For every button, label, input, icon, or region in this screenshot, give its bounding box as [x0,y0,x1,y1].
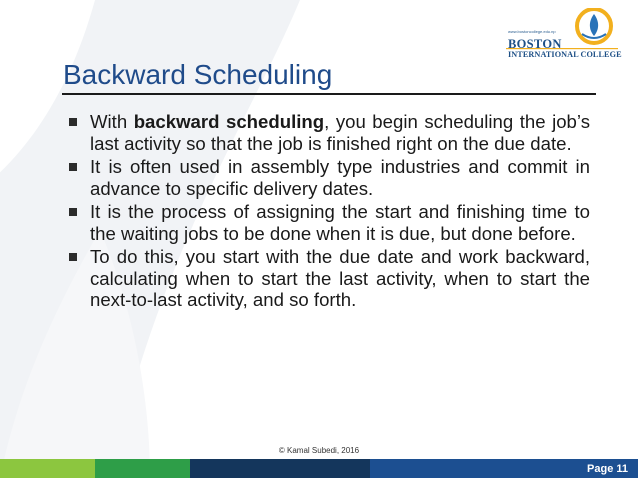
bullet-text: It is often used in assembly type industries and commit in advance to specific delivery dates. [90,156,590,199]
footer-bar-navy [190,459,370,478]
bullet-text: With [90,111,134,132]
page-number: Page 11 [587,463,628,475]
square-bullet-icon [69,118,77,126]
logo-name-line2: INTERNATIONAL COLLEGE [508,50,622,60]
footer-bar-light-green [0,459,95,478]
footer-color-bar [0,459,638,478]
title-underline [62,93,596,95]
square-bullet-icon [69,163,77,171]
square-bullet-icon [69,208,77,216]
bullet-item [62,156,590,199]
bullet-item [62,246,590,311]
bullet-item [62,201,590,244]
logo-website: www.bostoncollege.edu.np [508,29,556,34]
footer-bar-green [95,459,190,478]
bullet-text-continued: , you begin scheduling the job’s last activity so that the job is finished right on the due date. [90,111,590,154]
square-bullet-icon [69,253,77,261]
bullet-text: To do this, you start with the due date and work backward, calculating when to start the last activity, when to start the next-to-last activity, and so forth. [90,246,590,310]
logo-college-name [508,38,622,60]
slide-title: Backward Scheduling [63,59,333,90]
college-logo [496,8,624,64]
bullet-list [62,111,590,313]
bullet-bold-text: backward scheduling [133,111,325,132]
bullet-item [62,111,590,154]
logo-name-line1: BOSTON [508,37,562,51]
bullet-text: It is the process of assigning the start and finishing time to the waiting jobs to be done when it is due, but done before. [90,201,590,244]
copyright-notice: © Kamal Subedi, 2016 [278,446,360,455]
